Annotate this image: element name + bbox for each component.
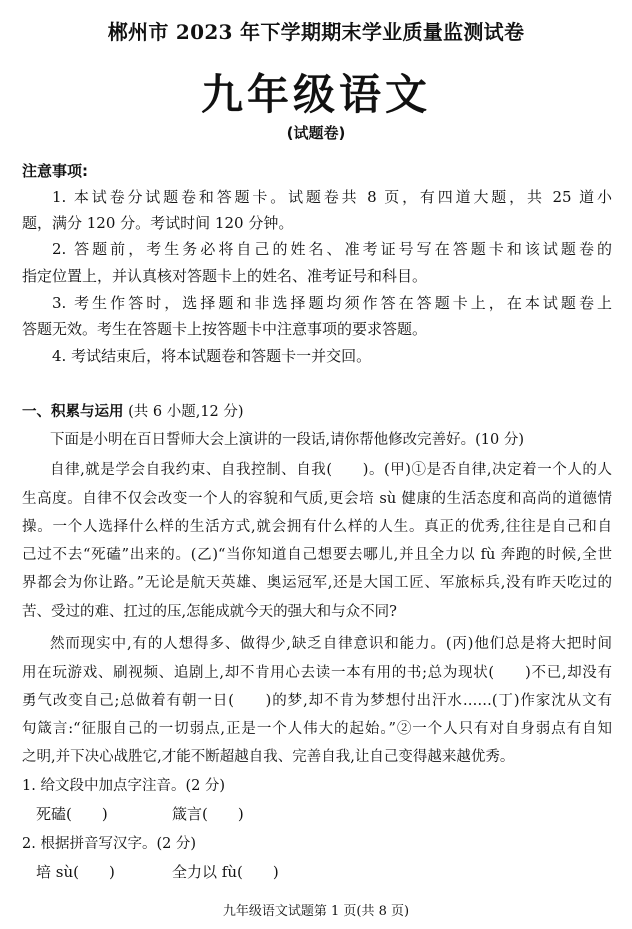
volume-label: (试题卷)	[286, 124, 346, 142]
passage-line: 用在玩游戏、刷视频、追剧上,却不肯用心去读一本有用的书;总为现状( )不已,却没有	[22, 665, 612, 681]
subject-title: 九年级语文	[200, 70, 431, 119]
section-intro: 下面是小明在百日誓师大会上演讲的一段话,请你帮他修改完善好。(10 分)	[50, 432, 524, 448]
passage-line: 己过不去“死磕”出来的。(乙)“当你知道自己想要去哪儿,并且全力以 fù 奔跑的时候,全世	[22, 547, 612, 563]
notice-line: 4. 考试结束后，将本试题卷和答题卡一并交回。	[52, 347, 372, 365]
notice-line: 3. 考生作答时，选择题和非选择题均须作答在答题卡上，在本试题卷上	[52, 294, 612, 312]
notice-line: 1. 本试卷分试题卷和答题卡。试题卷共 8 页，有四道大题，共 25 道小	[52, 188, 612, 206]
section-meta: (共 6 小题,12 分)	[128, 404, 244, 420]
section-title: 一、积累与运用	[22, 404, 124, 420]
passage-line: 界都会为你让路。”无论是航天英雄、奥运冠军,还是大国工匠、军旅标兵,没有昨天吃过的	[22, 575, 612, 591]
question-2-prompt: 2. 根据拼音写汉字。(2 分)	[22, 836, 197, 852]
question-1-prompt: 1. 给文段中加点字注音。(2 分)	[22, 778, 226, 794]
passage-line: 自律,就是学会自我约束、自我控制、自我( )。(甲)①是否自律,决定着一个人的人	[50, 462, 612, 478]
question-2-blank[interactable]: 全力以 fù( )	[172, 863, 279, 881]
passage-line: 勇气改变自己;总做着有朝一日( )的梦,却不肯为梦想付出汗水……(丁)作家沈从文有	[22, 693, 612, 709]
notice-line: 2. 答题前，考生务必将自己的姓名、准考证号写在答题卡和该试题卷的	[52, 240, 612, 258]
passage-line: 句箴言:“征服自己的一切弱点,正是一个人伟大的起始。”②一个人只有对自身弱点有自知	[22, 721, 612, 737]
question-2-blank[interactable]: 培 sù( )	[36, 863, 115, 881]
section-heading	[22, 400, 244, 421]
notice-line: 题，满分 120 分。考试时间 120 分钟。	[22, 214, 294, 232]
question-1-blank[interactable]: 死磕( )	[36, 805, 108, 823]
page-footer: 九年级语文试题第 1 页(共 8 页)	[222, 904, 410, 919]
passage-line: 生高度。自律不仅会改变一个人的容貌和气质,更会培 sù 健康的生活态度和高尚的道德情	[22, 491, 612, 507]
notice-line: 指定位置上，并认真核对答题卡上的姓名、准考证号和科目。	[22, 267, 428, 285]
passage-line: 苦、受过的难、扛过的压,怎能成就今天的强大和与众不同?	[22, 604, 397, 620]
question-1-blank[interactable]: 箴言( )	[172, 805, 244, 823]
notice-heading: 注意事项:	[22, 162, 88, 180]
passage-line: 操。一个人选择什么样的生活方式,就会拥有什么样的人生。真正的优秀,往往是自己和自	[22, 519, 612, 535]
passage-line: 然而现实中,有的人想得多、做得少,缺乏自律意识和能力。(丙)他们总是将大把时间	[50, 636, 612, 652]
exam-title: 郴州市 2023 年下学期期末学业质量监测试卷	[107, 20, 525, 44]
passage-line: 之明,并下决心战胜它,才能不断超越自我、完善自我,让自己变得越来越优秀。	[22, 749, 515, 765]
notice-line: 答题无效。考生在答题卡上按答题卡中注意事项的要求答题。	[22, 320, 428, 338]
